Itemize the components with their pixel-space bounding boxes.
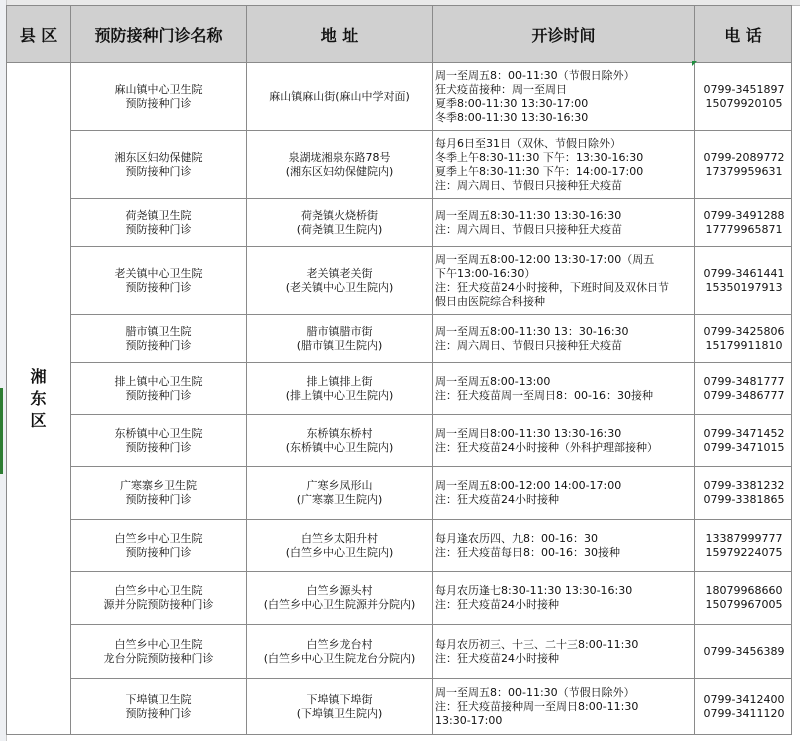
- phone-cell-line: 13387999777: [705, 531, 783, 545]
- hours-cell-line: 狂犬疫苗接种：周一至周日: [435, 82, 567, 96]
- hours-cell[interactable]: [433, 679, 695, 735]
- hours-cell-line: 注：周六周日、节假日只接种狂犬疫苗: [435, 178, 622, 192]
- clinic-name-cell[interactable]: [71, 520, 247, 572]
- address-cell-line: (白竺乡中心卫生院龙台分院内): [263, 651, 416, 665]
- table-row: [7, 131, 792, 199]
- address-cell-line: (排上镇中心卫生院内): [285, 388, 394, 402]
- phone-cell-line: 15179911810: [705, 338, 783, 352]
- clinic-name-cell-line: 预防接种门诊: [125, 280, 192, 294]
- table-row: [7, 199, 792, 247]
- address-cell[interactable]: [247, 572, 433, 625]
- address-cell-line: (下埠镇卫生院内): [296, 706, 383, 720]
- hours-cell[interactable]: [433, 520, 695, 572]
- hours-cell[interactable]: [433, 247, 695, 315]
- address-cell[interactable]: [247, 247, 433, 315]
- phone-cell[interactable]: [695, 131, 792, 199]
- clinic-name-cell[interactable]: [71, 467, 247, 520]
- clinic-name-cell[interactable]: [71, 679, 247, 735]
- table-row: [7, 247, 792, 315]
- address-cell[interactable]: [247, 199, 433, 247]
- phone-cell-line: 15079967005: [705, 598, 783, 611]
- clinic-name-cell-line: 排上镇中心卫生院: [114, 374, 203, 388]
- hours-cell-line: 注：周六周日、节假日只接种狂犬疫苗: [435, 338, 622, 352]
- hours-cell[interactable]: [433, 572, 695, 625]
- clinic-name-cell[interactable]: [71, 625, 247, 679]
- cell-comment-marker: [692, 61, 697, 66]
- clinic-name-cell-line: 广寒寨乡卫生院: [120, 479, 197, 492]
- hours-cell[interactable]: [433, 415, 695, 467]
- address-cell-line: (白竺乡中心卫生院内): [285, 545, 394, 559]
- header-row: [7, 6, 792, 63]
- table-row: [7, 679, 792, 735]
- clinic-name-cell[interactable]: [71, 415, 247, 467]
- clinic-name-cell-line: 预防接种门诊: [125, 222, 192, 236]
- hours-cell[interactable]: [433, 131, 695, 199]
- address-cell-line: (白竺乡中心卫生院源并分院内): [263, 598, 416, 611]
- address-cell-line: 白竺乡源头村: [306, 584, 373, 597]
- phone-cell-line: 0799-3461441: [703, 266, 785, 280]
- hours-cell[interactable]: [433, 363, 695, 415]
- phone-cell[interactable]: [695, 572, 792, 625]
- address-cell-line: 腊市镇腊市街: [306, 324, 373, 338]
- hours-cell-line: 周一至周五8:30-11:30 13:30-16:30: [435, 208, 622, 222]
- phone-cell[interactable]: [695, 415, 792, 467]
- address-cell-line: 下埠镇下埠街: [306, 692, 373, 706]
- clinic-name-cell-line: 下埠镇卫生院: [125, 692, 192, 706]
- hours-cell-line: 周一至周日8:00-11:30 13:30-16:30: [435, 426, 622, 440]
- table-row: [7, 363, 792, 415]
- header-hours[interactable]: 开诊时间: [433, 6, 695, 63]
- clinic-name-cell-line: 龙台分院预防接种门诊: [103, 651, 214, 665]
- phone-cell-line: 17779965871: [705, 222, 783, 236]
- address-cell-line: 荷尧镇火烧桥街: [301, 208, 378, 222]
- phone-cell[interactable]: [695, 363, 792, 415]
- hours-cell[interactable]: [433, 625, 695, 679]
- clinic-table: [6, 5, 792, 735]
- hours-cell-line: 每月农历逢七8:30-11:30 13:30-16:30: [435, 584, 633, 597]
- clinic-name-cell-line: 源并分院预防接种门诊: [103, 598, 214, 611]
- phone-cell-line: 0799-3381232: [703, 479, 785, 492]
- phone-cell-line: 18079968660: [705, 584, 783, 597]
- hours-cell-line: 冬季8:00-11:30 13:30-16:30: [435, 110, 589, 124]
- address-cell-line: 白竺乡龙台村: [306, 637, 373, 651]
- phone-cell-line: 0799-2089772: [703, 150, 785, 164]
- hours-cell-line: 夏季上午8:30-11:30 下午：14:00-17:00: [435, 164, 644, 178]
- hours-cell-line: 周一至周五8:00-12:00 13:30-17:00（周五: [435, 252, 655, 266]
- hours-cell[interactable]: [433, 315, 695, 363]
- clinic-name-cell-line: 预防接种门诊: [125, 96, 192, 110]
- clinic-name-cell-line: 预防接种门诊: [125, 493, 192, 506]
- phone-cell-line: 15350197913: [705, 280, 783, 294]
- hours-cell-line: 每月逢农历四、九8：00-16：30: [435, 531, 598, 545]
- phone-cell-line: 0799-3381865: [703, 493, 785, 506]
- table-row: [7, 520, 792, 572]
- phone-cell-line: 0799-3481777: [703, 374, 785, 388]
- phone-cell[interactable]: [695, 63, 792, 131]
- hours-cell-line: 注：狂犬疫苗24小时接种: [435, 598, 559, 611]
- address-cell-line: 广寒乡凤形山: [306, 479, 373, 492]
- clinic-name-cell[interactable]: [71, 131, 247, 199]
- phone-cell[interactable]: [695, 247, 792, 315]
- clinic-name-cell[interactable]: [71, 363, 247, 415]
- hours-cell-line: 冬季上午8:30-11:30 下午：13:30-16:30: [435, 150, 644, 164]
- address-cell-line: 麻山镇麻山街(麻山中学对面): [269, 89, 410, 103]
- address-cell-line: (广寒寨卫生院内): [296, 493, 383, 506]
- phone-cell[interactable]: [695, 467, 792, 520]
- clinic-name-cell-line: 预防接种门诊: [125, 338, 192, 352]
- phone-cell[interactable]: [695, 199, 792, 247]
- table-row: [7, 467, 792, 520]
- clinic-name-cell-line: 预防接种门诊: [125, 545, 192, 559]
- hours-cell-line: 注：狂犬疫苗24小时接种（外科护理部接种）: [435, 440, 658, 454]
- clinic-name-cell-line: 东桥镇中心卫生院: [114, 426, 203, 440]
- phone-cell-line: 0799-3471015: [703, 440, 785, 454]
- hours-cell-line: 注：狂犬疫苗24小时接种: [435, 493, 559, 506]
- hours-cell-line: 注：周六周日、节假日只接种狂犬疫苗: [435, 222, 622, 236]
- clinic-name-cell[interactable]: [71, 199, 247, 247]
- hours-cell-line: 注：狂犬疫苗接种周一至周日8:00-11:30: [435, 699, 639, 713]
- hours-cell-line: 周一至周五8：00-11:30（节假日除外）: [435, 685, 635, 699]
- address-cell-line: (老关镇中心卫生院内): [285, 280, 394, 294]
- hours-cell[interactable]: [433, 63, 695, 131]
- clinic-name-cell-line: 预防接种门诊: [125, 706, 192, 720]
- address-cell[interactable]: [247, 625, 433, 679]
- phone-cell-line: 0799-3411120: [703, 706, 785, 720]
- hours-cell-line: 注：狂犬疫苗周一至周日8：00-16：30接种: [435, 388, 653, 402]
- address-cell-line: (荷尧镇卫生院内): [296, 222, 383, 236]
- clinic-name-cell[interactable]: [71, 315, 247, 363]
- phone-cell[interactable]: [695, 679, 792, 735]
- clinic-name-cell-line: 白竺乡中心卫生院: [114, 531, 203, 545]
- address-cell[interactable]: [247, 63, 433, 131]
- address-cell-line: 排上镇排上街: [306, 374, 373, 388]
- address-cell-line: 东桥镇东桥村: [306, 426, 373, 440]
- table-row: [7, 415, 792, 467]
- table-body: [7, 63, 792, 735]
- address-cell-line: (东桥镇中心卫生院内): [285, 440, 394, 454]
- phone-cell-line: 0799-3471452: [703, 426, 785, 440]
- selected-row-indicator: [0, 388, 3, 474]
- phone-cell-line: 15079920105: [705, 96, 783, 110]
- hours-cell-line: 注：狂犬疫苗24小时接种: [435, 651, 559, 665]
- table-row: [7, 315, 792, 363]
- clinic-name-cell-line: 湘东区妇幼保健院: [114, 150, 203, 164]
- clinic-name-cell-line: 老关镇中心卫生院: [114, 266, 203, 280]
- clinic-name-cell[interactable]: [71, 63, 247, 131]
- phone-cell-line: 17379959631: [705, 164, 783, 178]
- phone-cell-line: 0799-3491288: [703, 208, 785, 222]
- address-cell-line: (湘东区妇幼保健院内): [285, 164, 394, 178]
- hours-cell-line: 夏季8:00-11:30 13:30-17:00: [435, 96, 589, 110]
- phone-cell[interactable]: [695, 315, 792, 363]
- hours-cell-line: 下午13:00-16:30）: [435, 266, 536, 280]
- address-cell[interactable]: [247, 467, 433, 520]
- address-cell-line: (腊市镇卫生院内): [296, 338, 383, 352]
- hours-cell-line: 注：狂犬疫苗每日8：00-16：30接种: [435, 545, 620, 559]
- table-row: [7, 63, 792, 131]
- clinic-name-cell[interactable]: [71, 247, 247, 315]
- hours-cell-line: 13:30-17:00: [435, 713, 503, 727]
- phone-cell[interactable]: [695, 520, 792, 572]
- clinic-name-cell-line: 腊市镇卫生院: [125, 324, 192, 338]
- table-row: [7, 625, 792, 679]
- header-phone[interactable]: 电 话: [695, 6, 792, 63]
- clinic-name-cell-line: 预防接种门诊: [125, 388, 192, 402]
- hours-cell[interactable]: [433, 199, 695, 247]
- clinic-name-cell-line: 白竺乡中心卫生院: [114, 584, 203, 597]
- hours-cell-line: 假日由医院综合科接种: [435, 294, 545, 308]
- header-address[interactable]: 地 址: [247, 6, 433, 63]
- address-cell[interactable]: [247, 131, 433, 199]
- address-cell[interactable]: [247, 315, 433, 363]
- hours-cell-line: 周一至周五8:00-12:00 14:00-17:00: [435, 479, 622, 492]
- hours-cell-line: 周一至周五8:00-13:00: [435, 374, 551, 388]
- phone-cell-line: 0799-3425806: [703, 324, 785, 338]
- phone-cell-line: 0799-3486777: [703, 388, 785, 402]
- phone-cell-line: 15979224075: [705, 545, 783, 559]
- address-cell[interactable]: [247, 679, 433, 735]
- header-clinic-name[interactable]: 预防接种门诊名称: [71, 6, 247, 63]
- address-cell[interactable]: [247, 363, 433, 415]
- clinic-name-cell-line: 预防接种门诊: [125, 440, 192, 454]
- hours-cell-line: 每月6日至31日（双休、节假日除外）: [435, 136, 621, 150]
- hours-cell[interactable]: [433, 467, 695, 520]
- address-cell-line: 白竺乡太阳升村: [301, 531, 378, 545]
- address-cell-line: 泉湖垅湘泉东路78号: [288, 150, 391, 164]
- clinic-name-cell-line: 荷尧镇卫生院: [125, 208, 192, 222]
- phone-cell-line: 0799-3451897: [703, 82, 785, 96]
- phone-cell-line: 0799-3456389: [703, 644, 785, 658]
- clinic-name-cell-line: 预防接种门诊: [125, 164, 192, 178]
- hours-cell-line: 周一至周五8：00-11:30（节假日除外）: [435, 68, 635, 82]
- hours-cell-line: 注：狂犬疫苗24小时接种，下班时间及双休日节: [435, 280, 669, 294]
- address-cell[interactable]: [247, 520, 433, 572]
- phone-cell-line: 0799-3412400: [703, 692, 785, 706]
- hours-cell-line: 每月农历初三、十三、二十三8:00-11:30: [435, 637, 639, 651]
- header-county[interactable]: 县 区: [7, 6, 71, 63]
- address-cell[interactable]: [247, 415, 433, 467]
- address-cell-line: 老关镇老关街: [306, 266, 373, 280]
- clinic-name-cell-line: 白竺乡中心卫生院: [114, 637, 203, 651]
- table-row: [7, 572, 792, 625]
- clinic-name-cell-line: 麻山镇中心卫生院: [114, 82, 203, 96]
- phone-cell[interactable]: [695, 625, 792, 679]
- hours-cell-line: 周一至周五8:00-11:30 13：30-16:30: [435, 324, 629, 338]
- county-cell[interactable]: 湘东区: [7, 63, 71, 735]
- clinic-name-cell[interactable]: [71, 572, 247, 625]
